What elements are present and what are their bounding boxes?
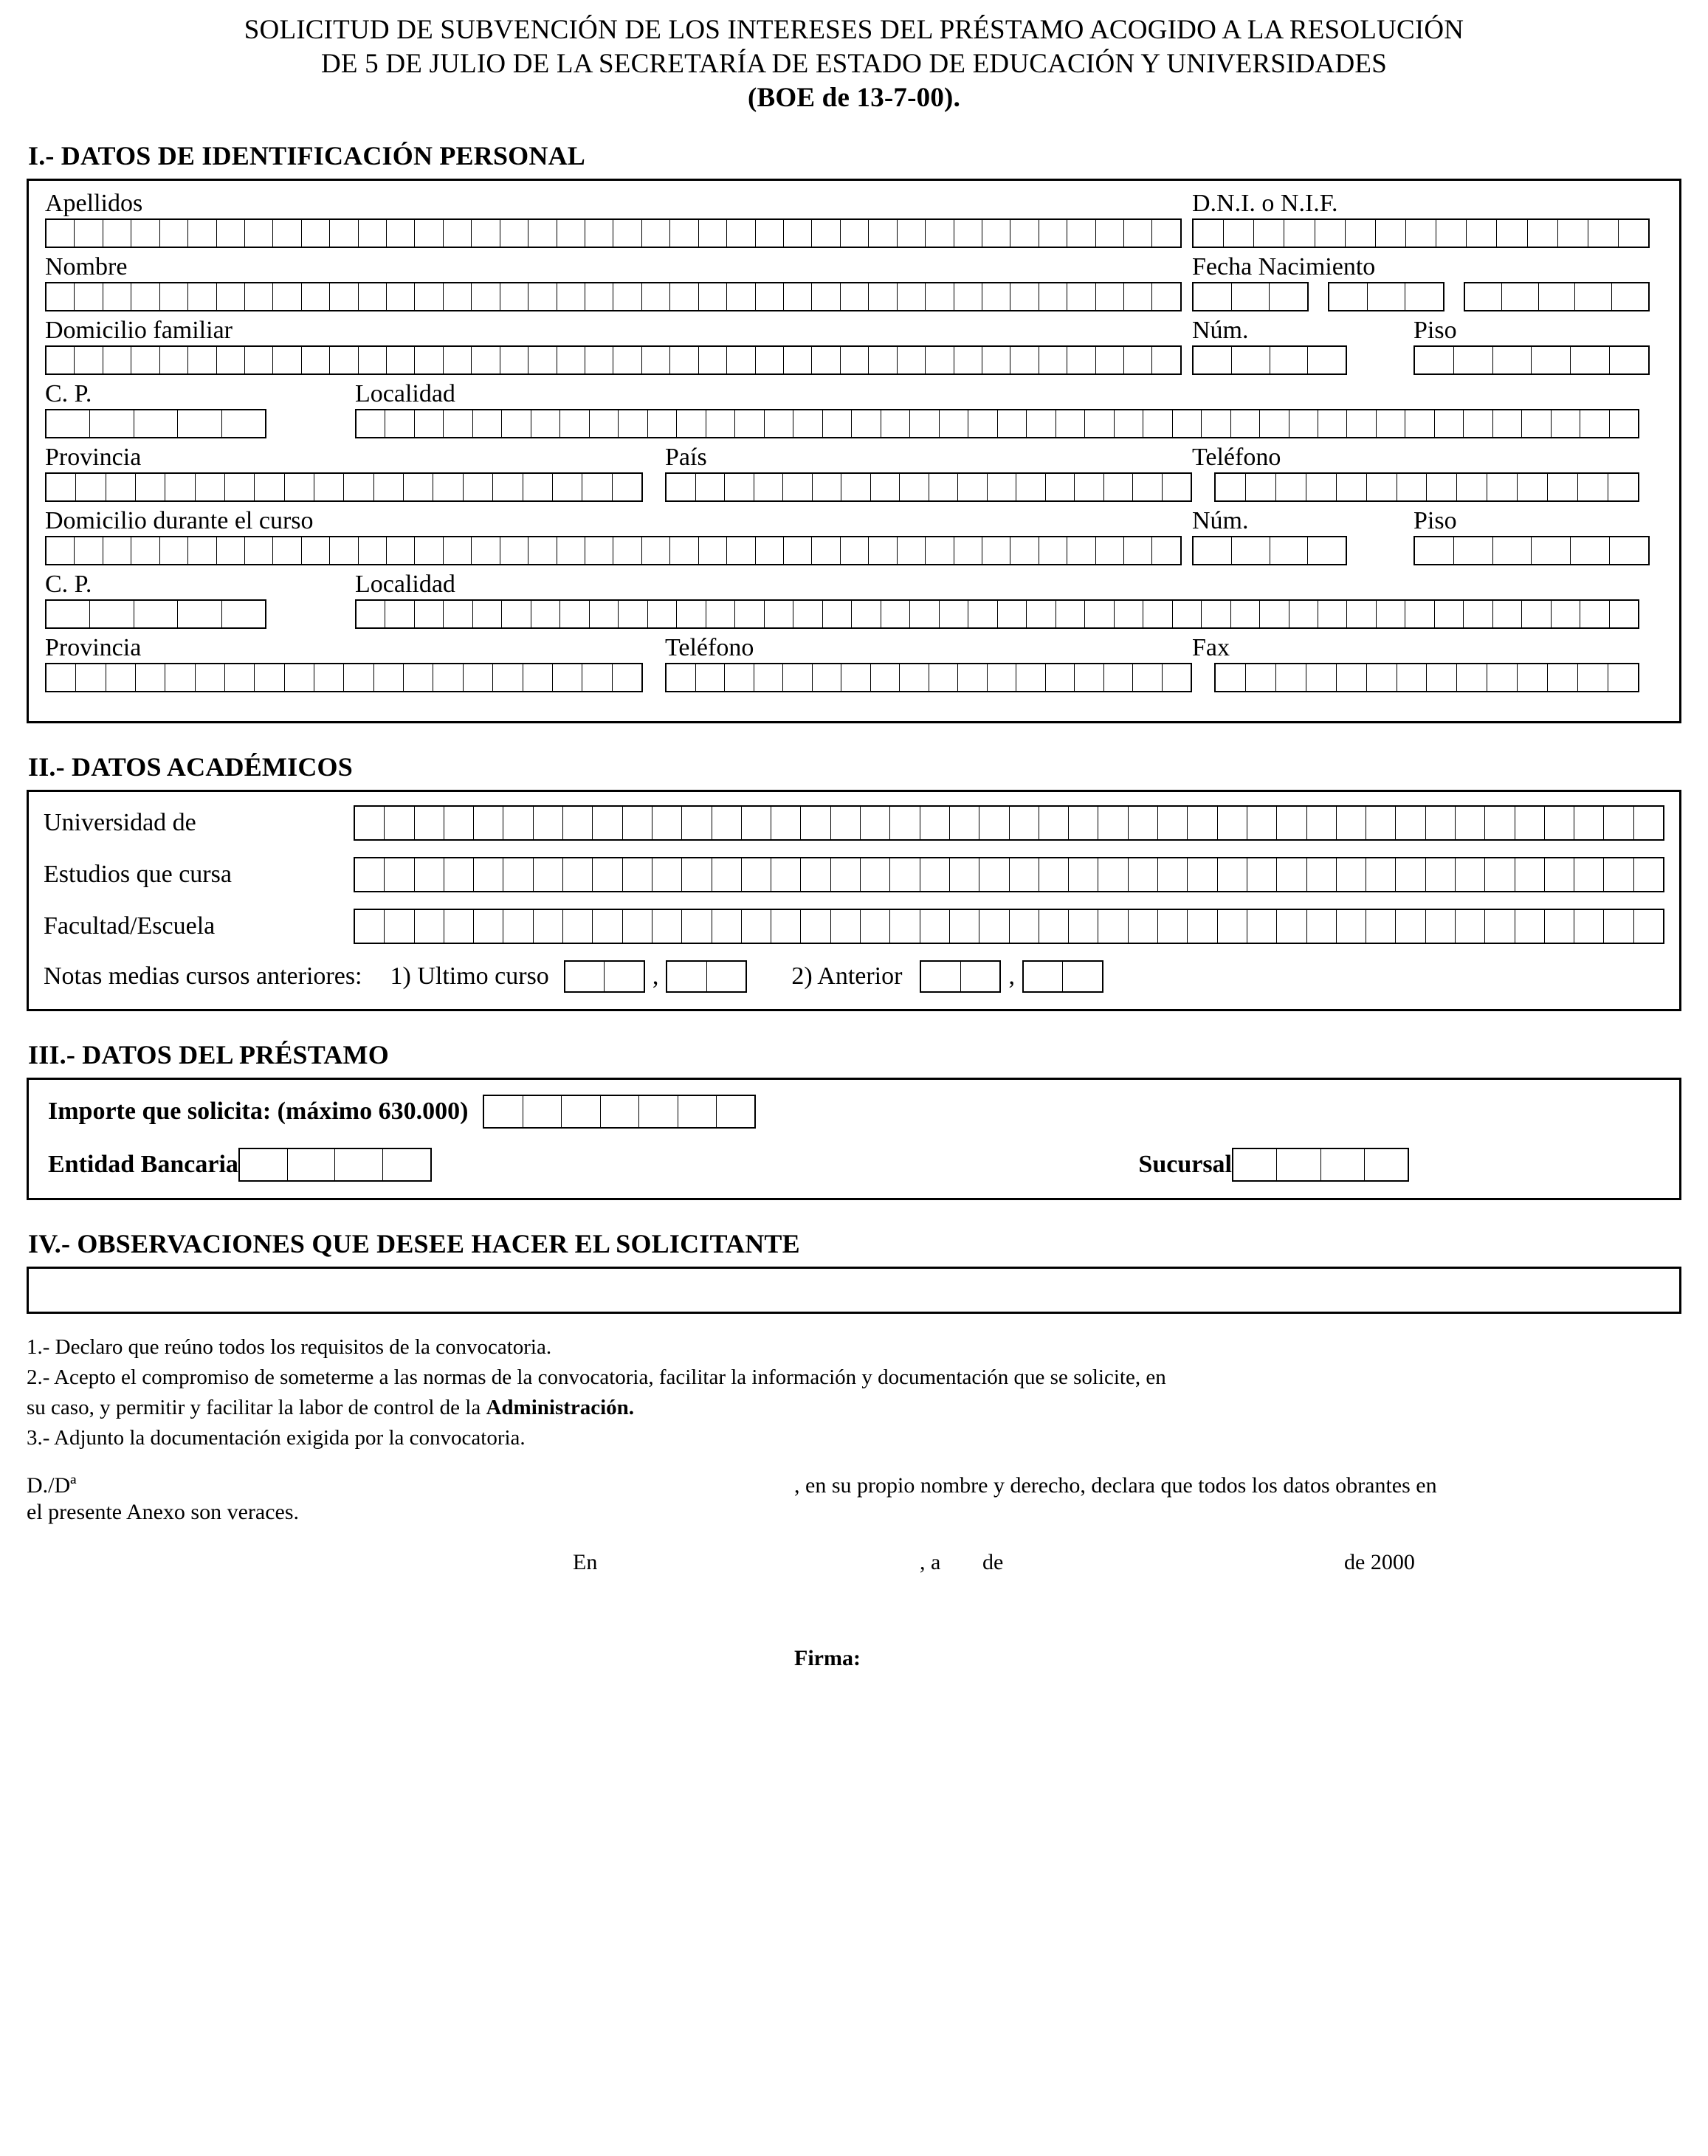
label-cp-2: C. P.: [45, 570, 92, 598]
input-piso[interactable]: [1413, 345, 1650, 375]
row-entidad-sucursal: [48, 1148, 1660, 1182]
input-domicilio-familiar[interactable]: [45, 345, 1182, 375]
input-cp[interactable]: [45, 409, 266, 438]
label-sucursal: Sucursal: [1138, 1150, 1232, 1178]
label-provincia-2: Provincia: [45, 633, 142, 661]
declaration-2-line-2: [27, 1394, 1681, 1422]
row-estudios: [44, 857, 1664, 892]
section-heading-ii: II.- DATOS ACADÉMICOS: [28, 751, 353, 782]
input-fecha-dia[interactable]: [1192, 282, 1309, 311]
label-nombre: Nombre: [45, 252, 128, 280]
field-row-provincia-2: [45, 663, 1663, 692]
input-sucursal[interactable]: [1232, 1148, 1409, 1182]
label-row-cp-localidad-2: [45, 572, 1663, 597]
label-coma-1: ,: [652, 962, 659, 990]
label-importe: Importe que solicita: (máximo 630.000): [48, 1097, 469, 1125]
row-universidad: [44, 805, 1664, 841]
input-estudios[interactable]: [354, 857, 1664, 892]
label-fecha-nacimiento: Fecha Nacimiento: [1192, 252, 1376, 280]
input-importe[interactable]: [483, 1095, 756, 1129]
field-row-cp-localidad-2: [45, 599, 1663, 629]
label-row-nombre: [45, 252, 1663, 280]
section-iii-box: [27, 1078, 1681, 1200]
label-domicilio-familiar: Domicilio familiar: [45, 316, 233, 344]
title-line-3: (BOE de 13-7-00).: [747, 82, 961, 113]
input-anterior-decimal[interactable]: [1022, 960, 1103, 993]
field-row-domicilio-curso: [45, 536, 1663, 565]
input-piso-2[interactable]: [1413, 536, 1650, 565]
input-domicilio-curso[interactable]: [45, 536, 1182, 565]
section-heading-i: I.- DATOS DE IDENTIFICACIÓN PERSONAL: [28, 140, 585, 171]
label-row-provincia: [45, 445, 1663, 470]
input-pais[interactable]: [665, 472, 1192, 502]
label-estudios: Estudios que cursa: [44, 860, 232, 888]
declaration-2-bold: Administración.: [486, 1395, 635, 1419]
label-a: , a: [920, 1550, 941, 1575]
section-heading-iv: IV.- OBSERVACIONES QUE DESEE HACER EL SOLICITANTE: [28, 1228, 800, 1258]
label-fax: Fax: [1192, 633, 1230, 661]
label-anexo-veraces: el presente Anexo son veraces.: [27, 1500, 300, 1525]
label-localidad: Localidad: [355, 379, 455, 407]
row-notas-medias: [44, 960, 1664, 993]
label-row-cp-localidad: [45, 379, 1663, 407]
label-notas-medias: Notas medias cursos anteriores:: [44, 962, 362, 990]
input-observaciones[interactable]: [27, 1267, 1681, 1314]
field-row-provincia: [45, 472, 1663, 502]
input-telefono-2[interactable]: [665, 663, 1192, 692]
label-row-domicilio-familiar: [45, 318, 1663, 343]
input-ultimo-curso-entero[interactable]: [564, 960, 645, 993]
input-fecha-anio[interactable]: [1464, 282, 1650, 311]
label-firma: Firma:: [794, 1646, 861, 1671]
field-row-apellidos: [45, 218, 1663, 248]
declaration-2-line-2-text: su caso, y permitir y facilitar la labor de control de la: [27, 1395, 486, 1419]
signer-row: [27, 1473, 1681, 1498]
label-coma-2: ,: [1008, 962, 1015, 990]
input-universidad[interactable]: [354, 805, 1664, 841]
label-universidad: Universidad de: [44, 808, 196, 836]
input-cp-2[interactable]: [45, 599, 266, 629]
label-piso-2: Piso: [1413, 506, 1457, 534]
input-num-2[interactable]: [1192, 536, 1347, 565]
place-date-row: [27, 1550, 1681, 1575]
input-provincia[interactable]: [45, 472, 643, 502]
title-line-2: DE 5 DE JULIO DE LA SECRETARÍA DE ESTADO DE EDUCACIÓN Y UNIVERSIDADES: [321, 48, 1387, 79]
field-row-nombre: [45, 282, 1663, 311]
label-facultad: Facultad/Escuela: [44, 912, 216, 940]
row-importe: [48, 1095, 1660, 1129]
label-localidad-2: Localidad: [355, 570, 455, 598]
label-num-2: Núm.: [1192, 506, 1249, 534]
label-cp: C. P.: [45, 379, 92, 407]
label-de-2000: de 2000: [1344, 1550, 1415, 1575]
input-num[interactable]: [1192, 345, 1347, 375]
label-dn: D./Dª: [27, 1473, 77, 1498]
title-line-1: SOLICITUD DE SUBVENCIÓN DE LOS INTERESES DEL PRÉSTAMO ACOGIDO A LA RESOLUCIÓN: [244, 15, 1464, 45]
label-row-domicilio-curso: [45, 506, 1663, 534]
field-row-domicilio-familiar: [45, 345, 1663, 375]
input-apellidos[interactable]: [45, 218, 1182, 248]
input-provincia-2[interactable]: [45, 663, 643, 692]
input-localidad-2[interactable]: [355, 599, 1639, 629]
declaration-2-line-1: 2.- Acepto el compromiso de someterme a las normas de la convocatoria, facilitar la información y documentación que se solicite, en: [27, 1365, 1166, 1389]
label-ultimo-curso: 1) Ultimo curso: [390, 962, 549, 990]
label-row-provincia-2: [45, 633, 1663, 661]
input-telefono[interactable]: [1214, 472, 1639, 502]
input-fecha-mes[interactable]: [1328, 282, 1444, 311]
label-row-apellidos: [45, 191, 1663, 216]
input-facultad[interactable]: [354, 909, 1664, 944]
input-entidad-bancaria[interactable]: [238, 1148, 432, 1182]
input-nombre[interactable]: [45, 282, 1182, 311]
declaration-3: 3.- Adjunto la documentación exigida por la convocatoria.: [27, 1426, 526, 1450]
label-de: de: [982, 1550, 1004, 1575]
input-dni[interactable]: [1192, 218, 1650, 248]
label-en: En: [573, 1550, 598, 1575]
input-fax[interactable]: [1214, 663, 1639, 692]
label-dn-text: , en su propio nombre y derecho, declara que todos los datos obrantes en: [794, 1473, 1437, 1498]
label-piso: Piso: [1413, 316, 1457, 344]
input-localidad[interactable]: [355, 409, 1639, 438]
label-telefono: Teléfono: [1192, 443, 1281, 471]
label-anterior: 2) Anterior: [791, 962, 903, 990]
declarations-block: [27, 1333, 1681, 1453]
field-row-cp-localidad: [45, 409, 1663, 438]
label-num: Núm.: [1192, 316, 1249, 344]
label-provincia: Provincia: [45, 443, 142, 471]
label-entidad-bancaria: Entidad Bancaria: [48, 1150, 238, 1178]
input-ultimo-curso-decimal[interactable]: [666, 960, 747, 993]
section-ii-box: [27, 790, 1681, 1011]
label-dni: D.N.I. o N.I.F.: [1192, 189, 1338, 217]
input-anterior-entero[interactable]: [920, 960, 1001, 993]
page-title: [27, 13, 1681, 115]
declaration-1: 1.- Declaro que reúno todos los requisitos de la convocatoria.: [27, 1334, 552, 1359]
label-telefono-2: Teléfono: [665, 633, 754, 661]
section-i-box: [27, 179, 1681, 723]
label-apellidos: Apellidos: [45, 189, 143, 217]
section-heading-iii: III.- DATOS DEL PRÉSTAMO: [28, 1039, 389, 1070]
label-domicilio-curso: Domicilio durante el curso: [45, 506, 314, 534]
row-facultad: [44, 909, 1664, 944]
label-pais: País: [665, 443, 707, 471]
